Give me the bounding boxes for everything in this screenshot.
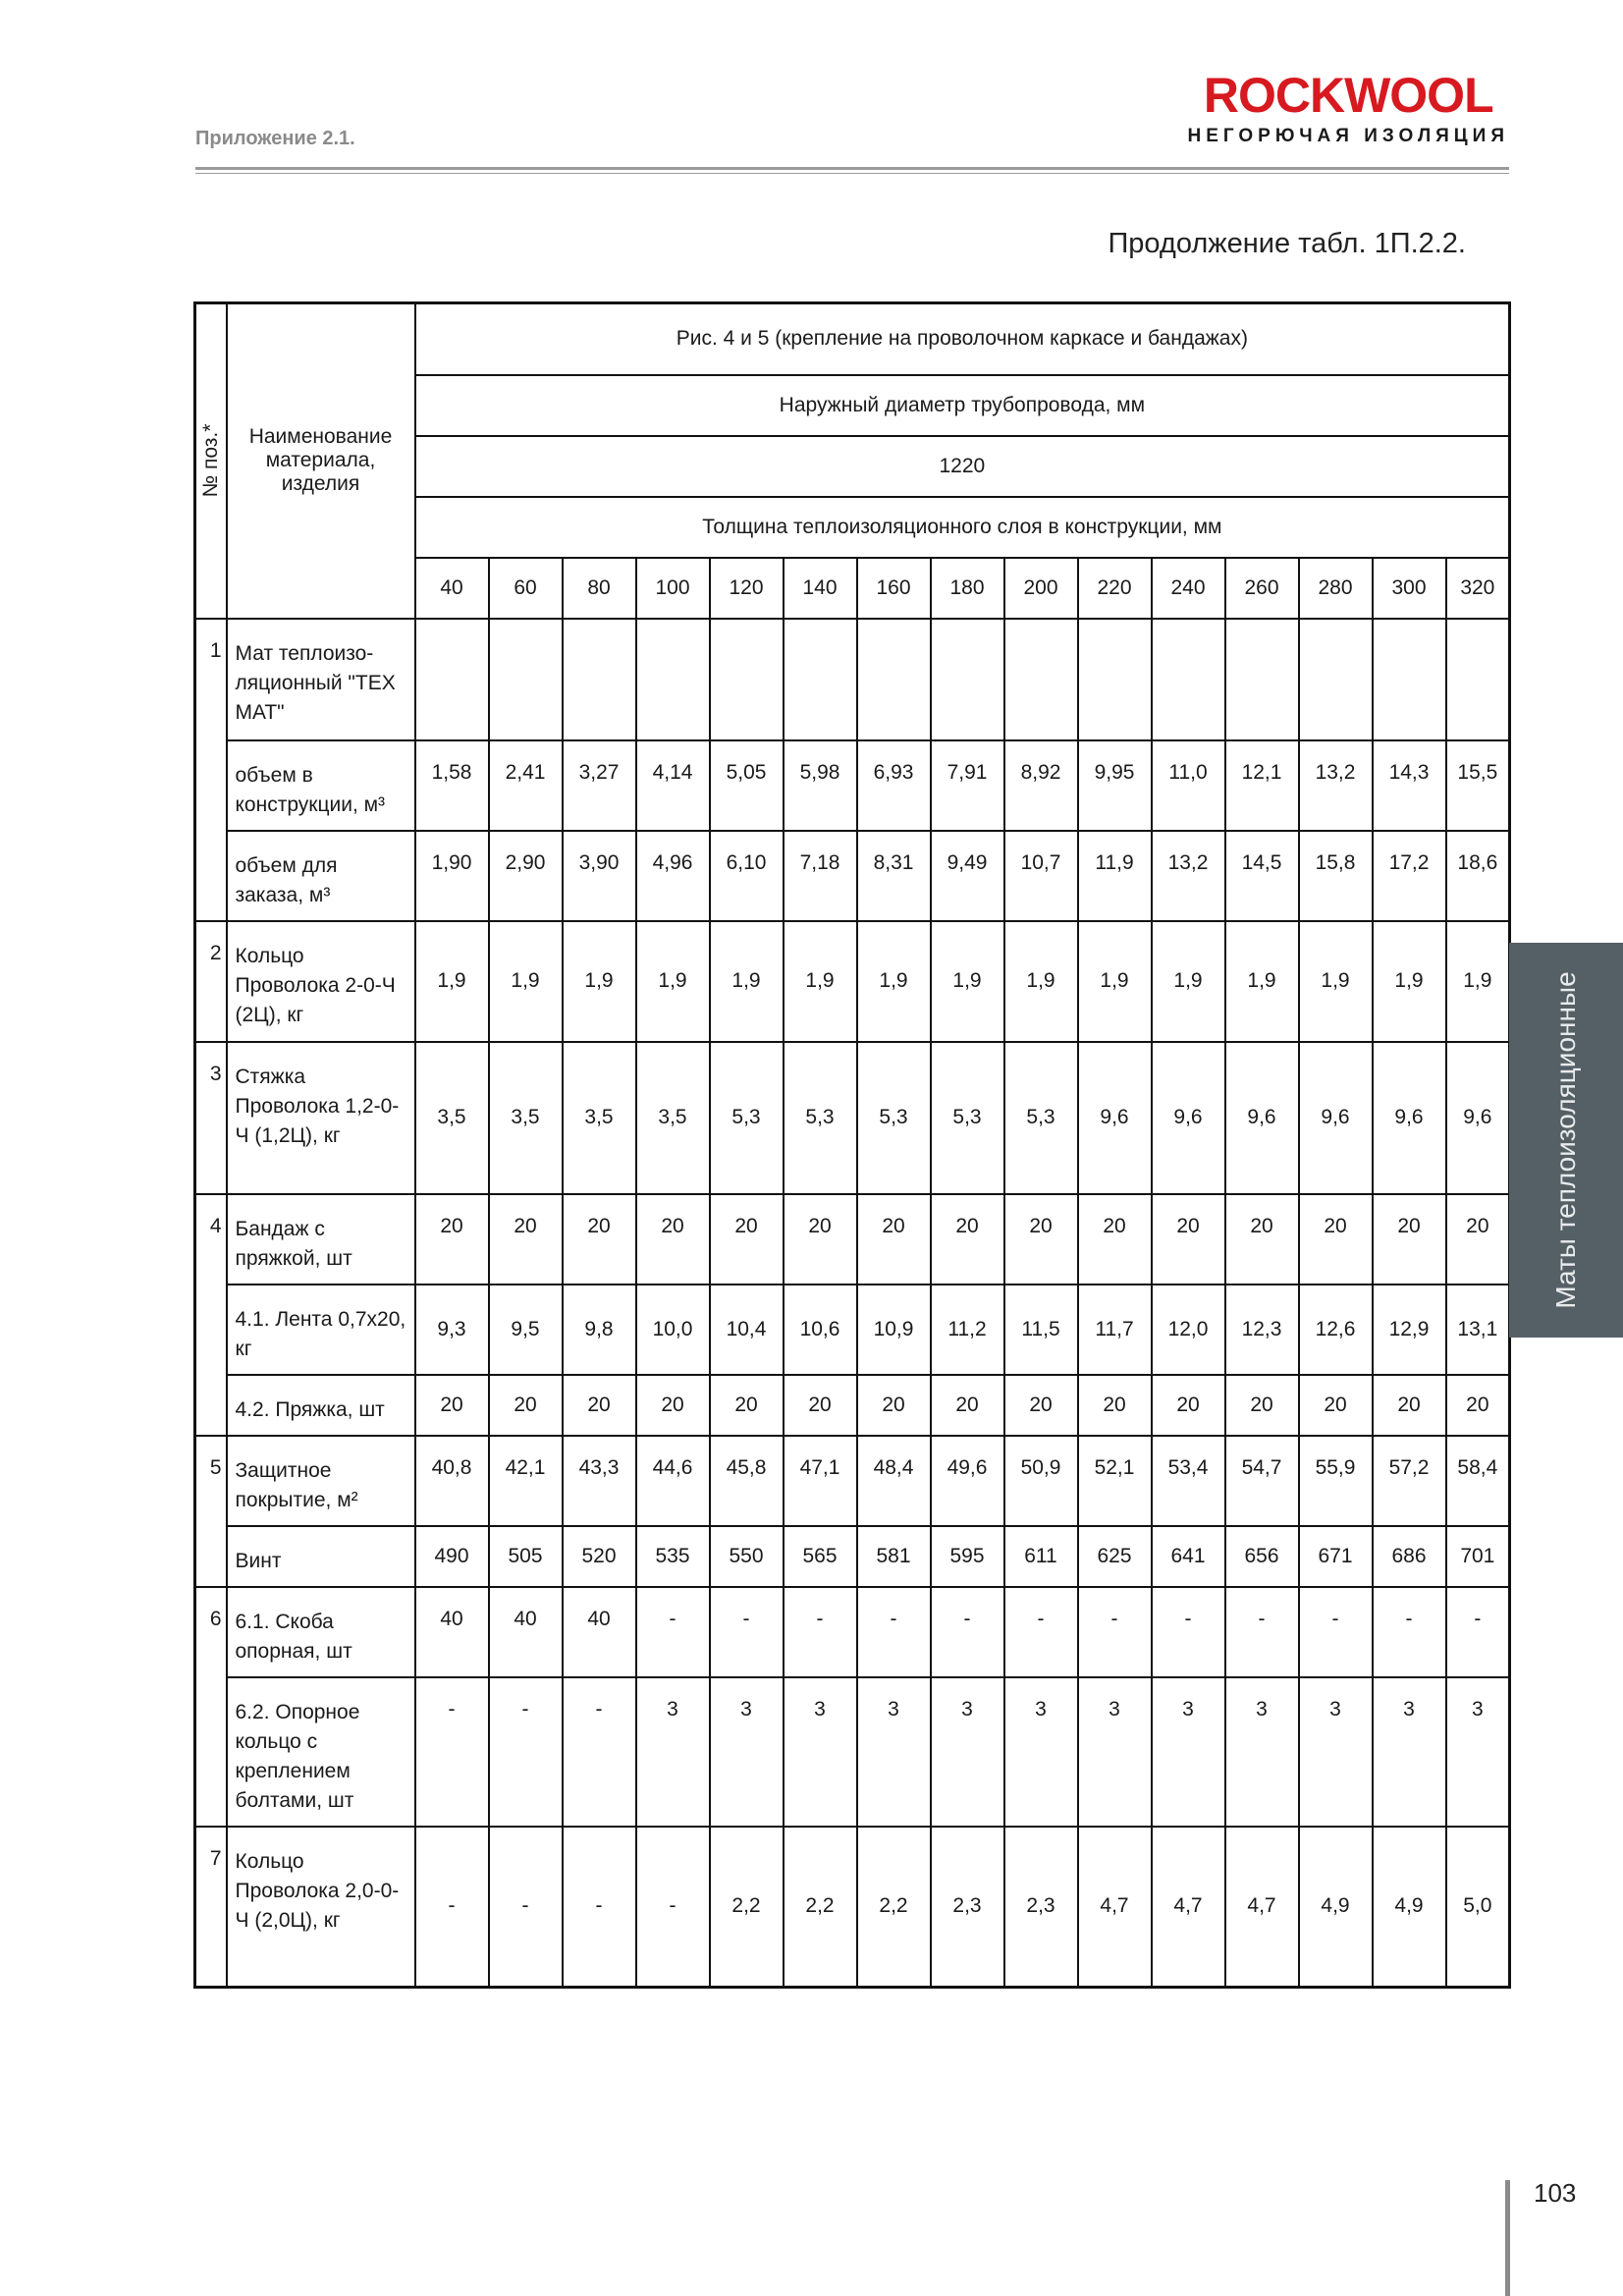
value-cell: 20 [563,1375,636,1436]
thickness-cell: 240 [1152,558,1225,619]
value-cell: 20 [1152,1194,1225,1285]
value-cell: 55,9 [1299,1436,1373,1526]
value-cell: 4,96 [636,831,710,921]
table-row [195,740,1510,831]
value-cell: - [563,1827,636,1988]
value-cell: 1,9 [1078,921,1152,1042]
value-cell: 625 [1078,1526,1152,1587]
thickness-cell: 160 [857,558,931,619]
material-name: Бандаж с пряжкой, шт [227,1194,415,1285]
value-cell: 17,2 [1373,831,1446,921]
value-cell: 520 [563,1526,636,1587]
value-cell: 12,1 [1225,740,1299,831]
material-name: Винт [227,1526,415,1587]
value-cell: 14,5 [1225,831,1299,921]
thickness-cell: 140 [784,558,857,619]
value-cell: 4,14 [636,740,710,831]
table-row [195,1677,1510,1827]
value-cell: 20 [1225,1194,1299,1285]
value-cell: 15,8 [1299,831,1373,921]
value-cell: 54,7 [1225,1436,1299,1526]
diameter-value: 1220 [415,436,1510,497]
position-number: 3 [195,1042,227,1194]
value-cell: 7,91 [931,740,1004,831]
value-cell: 9,8 [563,1285,636,1375]
table-row [195,1194,1510,1285]
value-cell: 1,9 [563,921,636,1042]
header-rule-thin [195,173,1509,174]
table-row [195,1436,1510,1526]
value-cell: 5,3 [784,1042,857,1194]
value-cell: 595 [931,1526,1004,1587]
table-row [195,1042,1510,1194]
value-cell: 11,7 [1078,1285,1152,1375]
value-cell: 9,6 [1225,1042,1299,1194]
value-cell: 9,5 [489,1285,563,1375]
figure-header: Рис. 4 и 5 (крепление на проволочном каркасе и бандажах) [415,303,1510,375]
value-cell: 20 [1078,1194,1152,1285]
material-name: Защитное покрытие, м² [227,1436,415,1526]
value-cell: 1,9 [1446,921,1510,1042]
value-cell: 4,9 [1373,1827,1446,1988]
thickness-cell: 120 [710,558,784,619]
value-cell: 20 [489,1375,563,1436]
position-number-header: № поз.* [195,303,227,619]
value-cell: 10,6 [784,1285,857,1375]
value-cell: 3,5 [489,1042,563,1194]
value-cell: 9,6 [1152,1042,1225,1194]
value-cell: - [710,1587,784,1677]
value-cell: 48,4 [857,1436,931,1526]
value-cell: 3,90 [563,831,636,921]
value-cell: 20 [710,1375,784,1436]
value-cell: 3 [931,1677,1004,1827]
value-cell: 1,9 [1152,921,1225,1042]
page-number-bar [1505,2180,1510,2296]
thickness-cell: 80 [563,558,636,619]
value-cell: 656 [1225,1526,1299,1587]
value-cell: 1,58 [415,740,489,831]
value-cell: - [931,1587,1004,1677]
value-cell: - [1446,1587,1510,1677]
value-cell: 8,92 [1004,740,1078,831]
value-cell: 20 [1299,1194,1373,1285]
position-number: 2 [195,921,227,1042]
value-cell: - [784,1587,857,1677]
value-cell [563,619,636,740]
value-cell: 9,6 [1446,1042,1510,1194]
value-cell: 11,0 [1152,740,1225,831]
value-cell: 2,2 [857,1827,931,1988]
value-cell [1152,619,1225,740]
value-cell: 20 [1299,1375,1373,1436]
value-cell: - [1152,1587,1225,1677]
value-cell: 5,0 [1446,1827,1510,1988]
section-side-tab [1509,943,1623,1338]
value-cell: - [636,1587,710,1677]
value-cell: 20 [710,1194,784,1285]
value-cell: 11,5 [1004,1285,1078,1375]
material-name: Кольцо Проволока 2-0-Ч (2Ц), кг [227,921,415,1042]
brand-name: ROCKWOOL [1203,68,1493,123]
value-cell: 20 [1004,1194,1078,1285]
table-row [195,619,1510,740]
value-cell: 2,3 [1004,1827,1078,1988]
material-name: 4.2. Пряжка, шт [227,1375,415,1436]
material-name: 6.1. Скоба опорная, шт [227,1587,415,1677]
value-cell: 505 [489,1526,563,1587]
value-cell: 5,05 [710,740,784,831]
value-cell: 4,9 [1299,1827,1373,1988]
rockwool-logo [1187,68,1509,147]
value-cell: 565 [784,1526,857,1587]
value-cell: 57,2 [1373,1436,1446,1526]
value-cell: 20 [784,1194,857,1285]
table-row [195,1827,1510,1988]
value-cell: 4,7 [1152,1827,1225,1988]
value-cell: - [1225,1587,1299,1677]
value-cell: 3 [1373,1677,1446,1827]
value-cell: 1,9 [415,921,489,1042]
value-cell: 4,7 [1225,1827,1299,1988]
value-cell: 20 [563,1194,636,1285]
material-name: объем в конструкции, м³ [227,740,415,831]
value-cell: 5,3 [1004,1042,1078,1194]
value-cell: 20 [636,1194,710,1285]
value-cell: 44,6 [636,1436,710,1526]
value-cell: 45,8 [710,1436,784,1526]
page-number: 103 [1534,2178,1577,2208]
value-cell: 5,98 [784,740,857,831]
value-cell [1078,619,1152,740]
value-cell [1004,619,1078,740]
value-cell: 20 [1004,1375,1078,1436]
value-cell: 1,9 [710,921,784,1042]
value-cell: 9,95 [1078,740,1152,831]
value-cell: 550 [710,1526,784,1587]
value-cell [710,619,784,740]
value-cell: 10,4 [710,1285,784,1375]
value-cell: 1,9 [489,921,563,1042]
value-cell: 686 [1373,1526,1446,1587]
value-cell: - [636,1827,710,1988]
thickness-header: Толщина теплоизоляционного слоя в конструкции, мм [415,497,1510,558]
value-cell: 701 [1446,1526,1510,1587]
value-cell: - [563,1677,636,1827]
value-cell: 3 [1225,1677,1299,1827]
value-cell [931,619,1004,740]
value-cell: 9,6 [1299,1042,1373,1194]
value-cell: 9,3 [415,1285,489,1375]
value-cell: 20 [1078,1375,1152,1436]
value-cell: 2,2 [710,1827,784,1988]
value-cell: 2,2 [784,1827,857,1988]
header-rule [195,167,1509,170]
value-cell: 1,9 [784,921,857,1042]
value-cell: 5,3 [931,1042,1004,1194]
material-name: Мат теплоизо-ляционный "ТЕХ МАТ" [227,619,415,740]
thickness-cell: 220 [1078,558,1152,619]
value-cell: 8,31 [857,831,931,921]
value-cell: 11,9 [1078,831,1152,921]
table-row [195,1375,1510,1436]
value-cell: 3 [1299,1677,1373,1827]
thickness-cell: 40 [415,558,489,619]
value-cell: 2,41 [489,740,563,831]
material-name: 4.1. Лента 0,7х20, кг [227,1285,415,1375]
value-cell: 20 [415,1375,489,1436]
material-name-header: Наименование материала, изделия [227,303,415,619]
position-number: 5 [195,1436,227,1587]
value-cell: 10,7 [1004,831,1078,921]
value-cell: 12,6 [1299,1285,1373,1375]
thickness-cell: 100 [636,558,710,619]
value-cell: 20 [1225,1375,1299,1436]
value-cell: 13,2 [1152,831,1225,921]
value-cell: 20 [1373,1375,1446,1436]
material-name: 6.2. Опорное кольцо с креплением болтами, шт [227,1677,415,1827]
value-cell: - [857,1587,931,1677]
value-cell [489,619,563,740]
value-cell: 18,6 [1446,831,1510,921]
value-cell [1446,619,1510,740]
value-cell: - [1078,1587,1152,1677]
thickness-cell: 260 [1225,558,1299,619]
value-cell: 49,6 [931,1436,1004,1526]
value-cell: - [1373,1587,1446,1677]
value-cell: 1,90 [415,831,489,921]
value-cell: 10,0 [636,1285,710,1375]
table-row [195,1526,1510,1587]
value-cell [1299,619,1373,740]
value-cell: 3 [1446,1677,1510,1827]
value-cell: 20 [931,1194,1004,1285]
value-cell: 3 [784,1677,857,1827]
position-number: 7 [195,1827,227,1988]
value-cell: 3,5 [636,1042,710,1194]
value-cell: 6,93 [857,740,931,831]
value-cell [415,619,489,740]
table-row [195,1587,1510,1677]
value-cell: 3 [1078,1677,1152,1827]
value-cell: 20 [931,1375,1004,1436]
material-name: Кольцо Проволока 2,0-0-Ч (2,0Ц), кг [227,1827,415,1988]
value-cell: 40 [489,1587,563,1677]
value-cell: 13,2 [1299,740,1373,831]
value-cell: 581 [857,1526,931,1587]
value-cell: 9,49 [931,831,1004,921]
value-cell [784,619,857,740]
value-cell: 3 [857,1677,931,1827]
value-cell: - [1299,1587,1373,1677]
value-cell: 50,9 [1004,1436,1078,1526]
material-name: Стяжка Проволока 1,2-0-Ч (1,2Ц), кг [227,1042,415,1194]
value-cell: 14,3 [1373,740,1446,831]
diameter-header: Наружный диаметр трубопровода, мм [415,375,1510,436]
value-cell: 40 [563,1587,636,1677]
value-cell: 3 [636,1677,710,1827]
value-cell: 3,5 [563,1042,636,1194]
value-cell: 5,3 [857,1042,931,1194]
table-row [195,1285,1510,1375]
value-cell: 7,18 [784,831,857,921]
side-tab-label: Маты теплоизоляционные [1550,971,1581,1309]
value-cell: 20 [489,1194,563,1285]
value-cell: 15,5 [1446,740,1510,831]
value-cell: 9,6 [1373,1042,1446,1194]
value-cell: 2,90 [489,831,563,921]
appendix-label: Приложение 2.1. [195,128,355,149]
value-cell: 20 [1446,1375,1510,1436]
value-cell: 20 [1446,1194,1510,1285]
value-cell: 535 [636,1526,710,1587]
thickness-cell: 60 [489,558,563,619]
value-cell: 611 [1004,1526,1078,1587]
value-cell: 43,3 [563,1436,636,1526]
value-cell: 53,4 [1152,1436,1225,1526]
value-cell: 20 [784,1375,857,1436]
value-cell [857,619,931,740]
table-row [195,831,1510,921]
table-caption: Продолжение табл. 1П.2.2. [1108,228,1466,259]
value-cell: 3 [1152,1677,1225,1827]
value-cell: 5,3 [710,1042,784,1194]
value-cell: 58,4 [1446,1436,1510,1526]
value-cell: 11,2 [931,1285,1004,1375]
value-cell: 13,1 [1446,1285,1510,1375]
thickness-cell: 200 [1004,558,1078,619]
value-cell: 12,3 [1225,1285,1299,1375]
value-cell: 12,0 [1152,1285,1225,1375]
value-cell: 1,9 [636,921,710,1042]
thickness-cell: 320 [1446,558,1510,619]
value-cell: - [489,1677,563,1827]
value-cell: 20 [857,1375,931,1436]
value-cell: 10,9 [857,1285,931,1375]
value-cell: 20 [636,1375,710,1436]
value-cell: 47,1 [784,1436,857,1526]
value-cell: 3,5 [415,1042,489,1194]
value-cell [1225,619,1299,740]
value-cell: 1,9 [931,921,1004,1042]
table-row [195,921,1510,1042]
value-cell: 3 [1004,1677,1078,1827]
value-cell [1373,619,1446,740]
value-cell: 40,8 [415,1436,489,1526]
value-cell: 20 [1373,1194,1446,1285]
value-cell: 40 [415,1587,489,1677]
value-cell: 20 [1152,1375,1225,1436]
materials-table [193,301,1511,1989]
position-number: 1 [195,619,227,921]
value-cell: 12,9 [1373,1285,1446,1375]
position-number: 4 [195,1194,227,1436]
brand-tagline: НЕГОРЮЧАЯ ИЗОЛЯЦИЯ [1187,126,1509,146]
value-cell: - [415,1677,489,1827]
value-cell: 641 [1152,1526,1225,1587]
value-cell: - [415,1827,489,1988]
value-cell: 671 [1299,1526,1373,1587]
value-cell: 9,6 [1078,1042,1152,1194]
value-cell: 52,1 [1078,1436,1152,1526]
value-cell: 3,27 [563,740,636,831]
thickness-cell: 180 [931,558,1004,619]
value-cell: 1,9 [1299,921,1373,1042]
value-cell: 490 [415,1526,489,1587]
material-name: объем для заказа, м³ [227,831,415,921]
value-cell: 1,9 [1373,921,1446,1042]
value-cell: 2,3 [931,1827,1004,1988]
value-cell: 1,9 [1004,921,1078,1042]
value-cell: - [489,1827,563,1988]
value-cell [636,619,710,740]
value-cell: 4,7 [1078,1827,1152,1988]
thickness-cell: 280 [1299,558,1373,619]
thickness-cell: 300 [1373,558,1446,619]
value-cell: 42,1 [489,1436,563,1526]
value-cell: 3 [710,1677,784,1827]
value-cell: - [1004,1587,1078,1677]
value-cell: 1,9 [857,921,931,1042]
value-cell: 6,10 [710,831,784,921]
position-number: 6 [195,1587,227,1827]
value-cell: 20 [415,1194,489,1285]
value-cell: 20 [857,1194,931,1285]
value-cell: 1,9 [1225,921,1299,1042]
